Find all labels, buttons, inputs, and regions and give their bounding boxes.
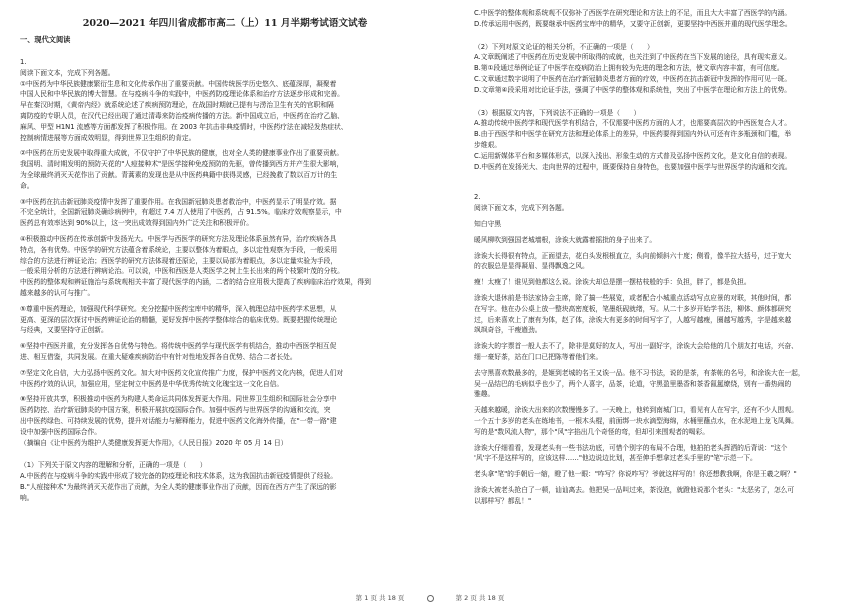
text-line: 知白守黑 — [474, 219, 501, 228]
page-footer — [0, 593, 860, 602]
text-line: C.运用新媒体平台和多媒体形式，以深入浅出、形象生动的方式普及弘扬中医药文化，是文化自信的表现。 — [474, 151, 792, 160]
right-column-body — [474, 8, 850, 506]
text-line: 2. — [474, 193, 481, 202]
text-line: 1. — [20, 58, 27, 66]
text-line: ③中医药在抗击新冠肺炎疫情中发挥了重要作用。在我国新冠肺炎患者救治中，中医药显示了明显疗效。据 — [20, 197, 337, 206]
text-line: ⑧坚持开放共享，积极推动中医药为构建人类命运共同体发挥更大作用。同世界卫生组织和国际社会分享中 — [20, 395, 337, 404]
text-line: 老头拿"笔"的手朝后一缩，瞪了他一眼："咋写？你说咋写？爷就这样写的！你还想教我啊，你是王羲之啊？" — [474, 470, 797, 479]
text-line: 我国明、清时期发明的预防天花的"人痘接种术"是医学接种免疫预防的先驱，曾传播到西方并产生很大影响， — [20, 160, 344, 169]
text-line: 雅趣。 — [474, 390, 495, 399]
question-line: （1）下列关于原文内容的理解和分析，正确的一项是（ ） — [20, 461, 207, 470]
question-line: A.中医药在与疫病斗争的实践中形成了较完备的防疫理论和技术体系，这为我国抗击新冠疫情提供了经验。 — [20, 472, 337, 481]
text-line: B.由于西医学和中医学在研究方法和理论体系上的差异，中医药要得到国内外认可还有许多瓶颈和门槛，举 — [474, 130, 792, 139]
text-line: 一个五十多岁的老头在练地书，一根木头棍，前面绑一块水滴型海绵，水桶里蘸点水，在水泥地上龙飞凤舞。 — [474, 416, 798, 425]
text-line: 设中加强中医药国际合作。 — [20, 427, 101, 436]
text-line: 更高、更深的层次探讨中医药辨证论治的精髓，更好发挥中医药学整体综合的临床优势。既要把握传统理论 — [20, 315, 338, 324]
text-line: 吴一品结巴的毛病似乎也少了，两个人喜字，品茶，论道，守黑盈里墨香和茶香氤氲缭绕，别有一番热闹的 — [474, 379, 792, 388]
text-line: ⑦坚定文化自信，大力弘扬中医药文化。加大对中医药文化宣传推广力度，保护中医药文化内核，促进人们对 — [20, 368, 344, 377]
text-line: ⑥坚持中西医并重，充分发挥各自优势与特色。将传统中医药学与现代医学有机结合，推动中西医学相互促 — [20, 342, 337, 351]
text-line: ①中医药为中华民族健康繁衍生息和文化传承作出了重要贡献。中国传统医学历史悠久、底蕴深厚，凝聚着 — [20, 79, 337, 88]
text-line: 中医药的整体观和辨证施治与系统观相关丰富了现代医学的内涵，二者的结合应用极大提高了疾病临床治疗效果，得到 — [20, 278, 371, 287]
text-line: 天越来越暖，涂诶大出来的次数慢慢多了。一天晚上，他转到南城门口，看见有人在写字，还有不少人围观。 — [474, 406, 798, 415]
text-line: 阅读下面文本，完成下列各题。 — [474, 204, 569, 213]
text-line: A.推动传统中医药学和现代医学有机结合，不仅需要中医药方面的人才，也需要高层次的中西医复合人才。 — [474, 119, 791, 128]
page-divider-icon — [427, 595, 434, 602]
text-line: 写的是"数风流人物"，那个"风"字掐出几个奇怪的弯，但却引来围观者的喝彩。 — [474, 427, 709, 436]
text-line: 以那样写？都乱！" — [474, 496, 532, 505]
page-number-right: 第 2 页 共 18 页 — [455, 594, 505, 602]
text-line: 中国人民和中华民族的博大智慧。在与疫病斗争的实践中，中医药防疫理论体系和治疗方法逐步形成和完善。 — [20, 90, 344, 99]
text-line: D.中医药在发扬光大、走向世界的过程中，既要保持自身特色，也要加强中医学与世界医学的沟通和交流。 — [474, 162, 792, 171]
text-line: ④积极推动中医药在传承创新中发扬光大。中医学与西医学的研究方法及理论体系虽然有异，治疗疾病各具 — [20, 234, 337, 243]
text-line: 步维艰。 — [474, 140, 501, 149]
text-line: C.文章通过数字说明了中医药在治疗新冠肺炎患者方面的疗效，中医药在抗击新冠中发挥的作用可见一斑。 — [474, 74, 792, 83]
text-line: 为全球最终消灭天花作出了贡献。青蒿素的发现也是从中医药典籍中获得灵感，已经挽救了数以百万计的生 — [20, 170, 338, 179]
text-line: 综合的方法进行辨证论治；西医学的研究方法体现着还原论，主要以局部为着眼点，多以定量实验为手段， — [20, 256, 338, 265]
text-line: 涂诶大长得很有特点，正面望去，花白头发根根直立，头向前倾斜六十度；侧看，像半拉大括号，过于宽大 — [474, 251, 792, 260]
text-line: 医药防控、治疗新冠肺炎的中国方案，积极开展抗疫国际合作。加强中医药与世界医学的沟通和交流，突 — [20, 406, 331, 415]
page-title: 2020—2021 年四川省成都市高二（上）11 月半期考试语文试卷 — [82, 18, 368, 29]
text-line: D.文章第④段采用对比论证手法，强调了中医学的整体观和系统性，突出了中医学在理论和方法上的优势。 — [474, 85, 791, 94]
text-line: 飒飒奇谷，干瘦遒劲。 — [474, 326, 542, 335]
question-line: B."人痘接种术"为最终消灭天花作出了贡献，为全人类的健康事业作出了贡献，因而在西方产生了深远的影 — [20, 482, 337, 491]
text-line: 控制病情进展等方面成效明显，得到世界卫生组织的肯定。 — [20, 133, 196, 142]
text-line: 过，后来喜欢上了康有为体，赵了体，涂诶大有更多的时间写字了，人越写越瘦，圈越写越秀，字是越来越 — [474, 315, 792, 324]
text-line: 特点，各有优势。中医学的研究方法蕴含着系统论，主要以整体为着眼点，多以定性观察为手段，一般采用 — [20, 245, 338, 254]
text-line: A.文章既阐述了中医药在历史发展中所取得的成就，也关注到了中医药在当下发展的途径，具有现实意义。 — [474, 53, 791, 62]
text-line: 涂诶大仔细看看，发现老头有一些书法功底，可惜个别字的布局不合理，他拍拍老头挥洒的后背说："这个 — [474, 443, 788, 452]
text-line: 麻风、甲型 H1N1 流感等方面都发挥了积极作用。在 2003 年抗击非典疫情时，中医药疗法在减轻发热症状、 — [20, 122, 348, 131]
text-line: 中医药疗效的认识，加强应用，坚定树立中医药是中华优秀传统文化瑰宝这一文化自信。 — [20, 379, 284, 388]
text-line: ⑤尊重中医药理论，加强现代科学研究。充分挖掘中医药宝库中的精华，深入梳理总结中医药学术思想，从 — [20, 304, 337, 313]
text-line: 越来越多的认可与推广。 — [20, 288, 95, 297]
text-line: C.中医学的整体观和系统观不仅弥补了西医学在研究理论和方法上的不足，而且大大丰富了西医学的内涵。 — [474, 9, 792, 17]
text-line: B.第①段通过举例论证了中医学在疫病防治上拥有较为先进的理念和方法，使文章内容丰富，有可信度。 — [474, 64, 784, 73]
text-line: 早在秦汉时期，《黄帝内经》就系统论述了疾病预防理论，在战国时期就已提有与涝治卫生有关的官职和隔 — [20, 101, 334, 110]
text-line: 在写字。他在办公桌上放一整块高密度板，笔墨纸砚就绪，写。从二十多岁开始学书法，柳体、颜体都研究 — [474, 304, 792, 313]
section-heading: 一、现代文阅读 — [20, 35, 71, 44]
text-line: （摘编自《让中医药为维护人类健康发挥更大作用》，《人民日报》2020 年 05 月 14 日） — [20, 438, 288, 447]
right-column — [474, 0, 850, 590]
text-line: 涂诶大退休前是书法家协会主席，除了搞一些展览，或者配合小城重点活动写点应景的对联，其他时间，都 — [474, 293, 792, 302]
question-line: 响。 — [20, 493, 34, 502]
left-column — [20, 0, 430, 590]
text-line: 去守黑喜欢数最多的，是姬到老城的名王又诶一品。他不习书法，说的是茶，有茶帐的名号，和涂诶大在一起， — [474, 368, 805, 377]
text-line: （2）下列对原文论证的相关分析，不正确的一项是（ ） — [474, 42, 654, 51]
text-line: 离防疫的专职人员，在汉代已经出现了通过清毒来防治疫病传播的方法。新中国成立后，中医药在治疗乙脑、 — [20, 111, 344, 120]
text-line: 出中医药绿色、可持续发展的优势，提升对话能力与解释能力，促进中医药文化海外传播，在"一带一路"建 — [20, 416, 337, 425]
text-line: 涂诶大被老头抢白了一顿，讪讪离去。他把吴一品叫过来，茶没泡，就蹬他说那个老头："太恶劣了，怎么可 — [474, 485, 795, 494]
text-line: 的衣服总是显得凝眉、显得飘逸之风。 — [474, 262, 589, 271]
text-line: D.传承运用中医药，既要继承中医药宝库中的精华，又要守正创新，更要坚持中西医并重的现代医学理念。 — [474, 19, 792, 28]
passage-1 — [20, 57, 430, 448]
question-1-block — [20, 448, 430, 503]
page-number-left: 第 1 页 共 18 页 — [355, 594, 405, 602]
text-line: 医药总有效率达到 90%以上，这一突出成效得到国内外广泛关注和积极评价。 — [20, 219, 253, 228]
text-line: （3）根据原文内容，下列说法不正确的一项是（ ） — [474, 108, 641, 117]
text-line: 阅读下面文本，完成下列各题。 — [20, 68, 115, 77]
text-line: 与经典，又要坚持守正创新。 — [20, 326, 108, 335]
text-line: '风'字不是这样写的，应该这样……"他边说边比划，甚至伸手想拿过老头手里的"笔"示范一下。 — [474, 454, 757, 463]
text-line: 细一豪好茶，站在门口已把陈等着他们来。 — [474, 352, 603, 361]
text-line: 不完全统计，全国新冠肺炎确诊病例中，有超过 7.4 万人使用了中医药，占 91.5%。临床疗效观察显示，中 — [20, 208, 342, 217]
text-line: 瘦！太瘦了！谁见到他都这么说。涂诶大却总是摆一摆枯枝般的手：负担，胖了，都是负担。 — [474, 278, 751, 287]
text-line: 涂诶大的字票首一般人去不了，除非是莫好的友人，写出一副好字，涂诶大会给他的几个朋友打电话，兴奋、 — [474, 342, 798, 351]
text-line: 进、相互借鉴，共同发展。在重大疑难疾病防治中有针对性地发挥各自优势、结合二者长处。 — [20, 352, 297, 361]
text-line: 一般采用分析的方法进行辨病论治。可以说，中医和西医是人类医学之树上生长出来的两个枝繁叶茂的分枝。 — [20, 267, 344, 276]
text-line: ②中医药在历史发展中取得重大成就，不仅守护了中华民族的健康，也对全人类的健康事业作出了重要贡献。 — [20, 149, 344, 158]
text-line: 命。 — [20, 181, 34, 190]
text-line: 暖风柳吹到强国老城墙根，涂诶大就露着摇批的身子出来了。 — [474, 235, 657, 244]
